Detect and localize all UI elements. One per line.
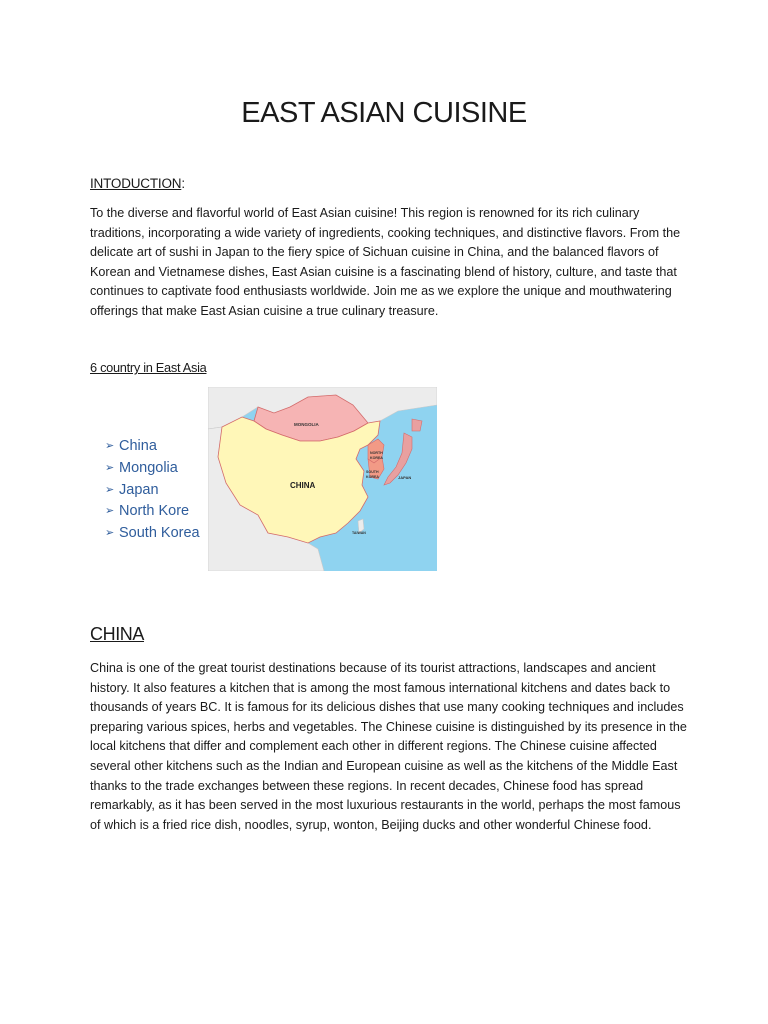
map-label-south-korea-1: SOUTH (366, 470, 379, 474)
intro-paragraph: To the diverse and flavorful world of East Asian cuisine! This region is renowned for its rich culinary traditions, incorporating a wide variety of ingredients, cooking techniques, and distinctive flavors. From the delicate art of sushi in Japan to the fiery spice of Sichuan cuisine in China, and the balanced flavors of Korean and Vietnamese dishes, East Asian cuisine is a fascinating blend of history, culture, and taste that continues to captivate food enthusiasts worldwide. Join me as we explore the unique and mouthwatering offerings that make East Asian cuisine a true culinary treasure. (90, 206, 681, 318)
country-list (105, 436, 200, 545)
list-item (105, 458, 200, 480)
arrow-bullet-icon: ➢ (105, 483, 115, 496)
map-label-mongolia: MONGOLIA (294, 422, 319, 427)
intro-heading-label: INTODUCTION (90, 176, 182, 191)
page-title: EAST ASIAN CUISINE (241, 97, 527, 129)
list-item (105, 480, 200, 502)
map-label-north-korea-2: KOREA (370, 456, 383, 460)
country-name: Mongolia (119, 459, 178, 476)
arrow-bullet-icon: ➢ (105, 440, 115, 452)
country-name: Japan (119, 481, 159, 498)
map-label-japan: JAPAN (398, 475, 412, 480)
intro-heading (90, 176, 185, 191)
map-label-north-korea-1: NORTH (370, 451, 383, 455)
country-name: North Kore (119, 503, 190, 520)
arrow-bullet-icon: ➢ (105, 505, 115, 518)
map-japan-north-island (412, 419, 422, 431)
list-item (105, 436, 200, 458)
arrow-bullet-icon: ➢ (105, 461, 115, 474)
east-asia-map (208, 387, 437, 571)
map-label-china: CHINA (290, 481, 316, 490)
map-section-heading: 6 country in East Asia (90, 360, 207, 375)
map-label-taiwan: TAIWAN (352, 531, 366, 535)
china-section-heading: CHINA (90, 624, 145, 644)
country-name: China (119, 438, 157, 454)
china-paragraph: China is one of the great tourist destinations because of its tourist attractions, landscapes and ancient history. It also features a kitchen that is among the most famous international kitchens and dates back to thousands of years BC. It is famous for its delicious dishes that use many cooking techniques and includes preparing various spices, herbs and vegetables. The Chinese cuisine is distinguished by its presence in the local kitchens that differ and complement each other in different regions. The Chinese cuisine affected several other kitchens such as the Indian and European cuisine as well as the kitchens of the Middle East thanks to the trade exchanges between these regions. In recent decades, Chinese food has spread remarkably, as it has been served in the most luxurious restaurants in the world, perhaps the most famous of which is a fried rice dish, noodles, syrup, wonton, Beijing ducks and other wonderful Chinese food. (90, 661, 687, 832)
arrow-bullet-icon: ➢ (105, 527, 115, 540)
list-item (105, 523, 200, 545)
intro-heading-colon: : (181, 176, 185, 191)
list-item (105, 501, 200, 523)
map-label-south-korea-2: KOREA (366, 475, 379, 479)
country-name: South Korea (119, 525, 200, 542)
